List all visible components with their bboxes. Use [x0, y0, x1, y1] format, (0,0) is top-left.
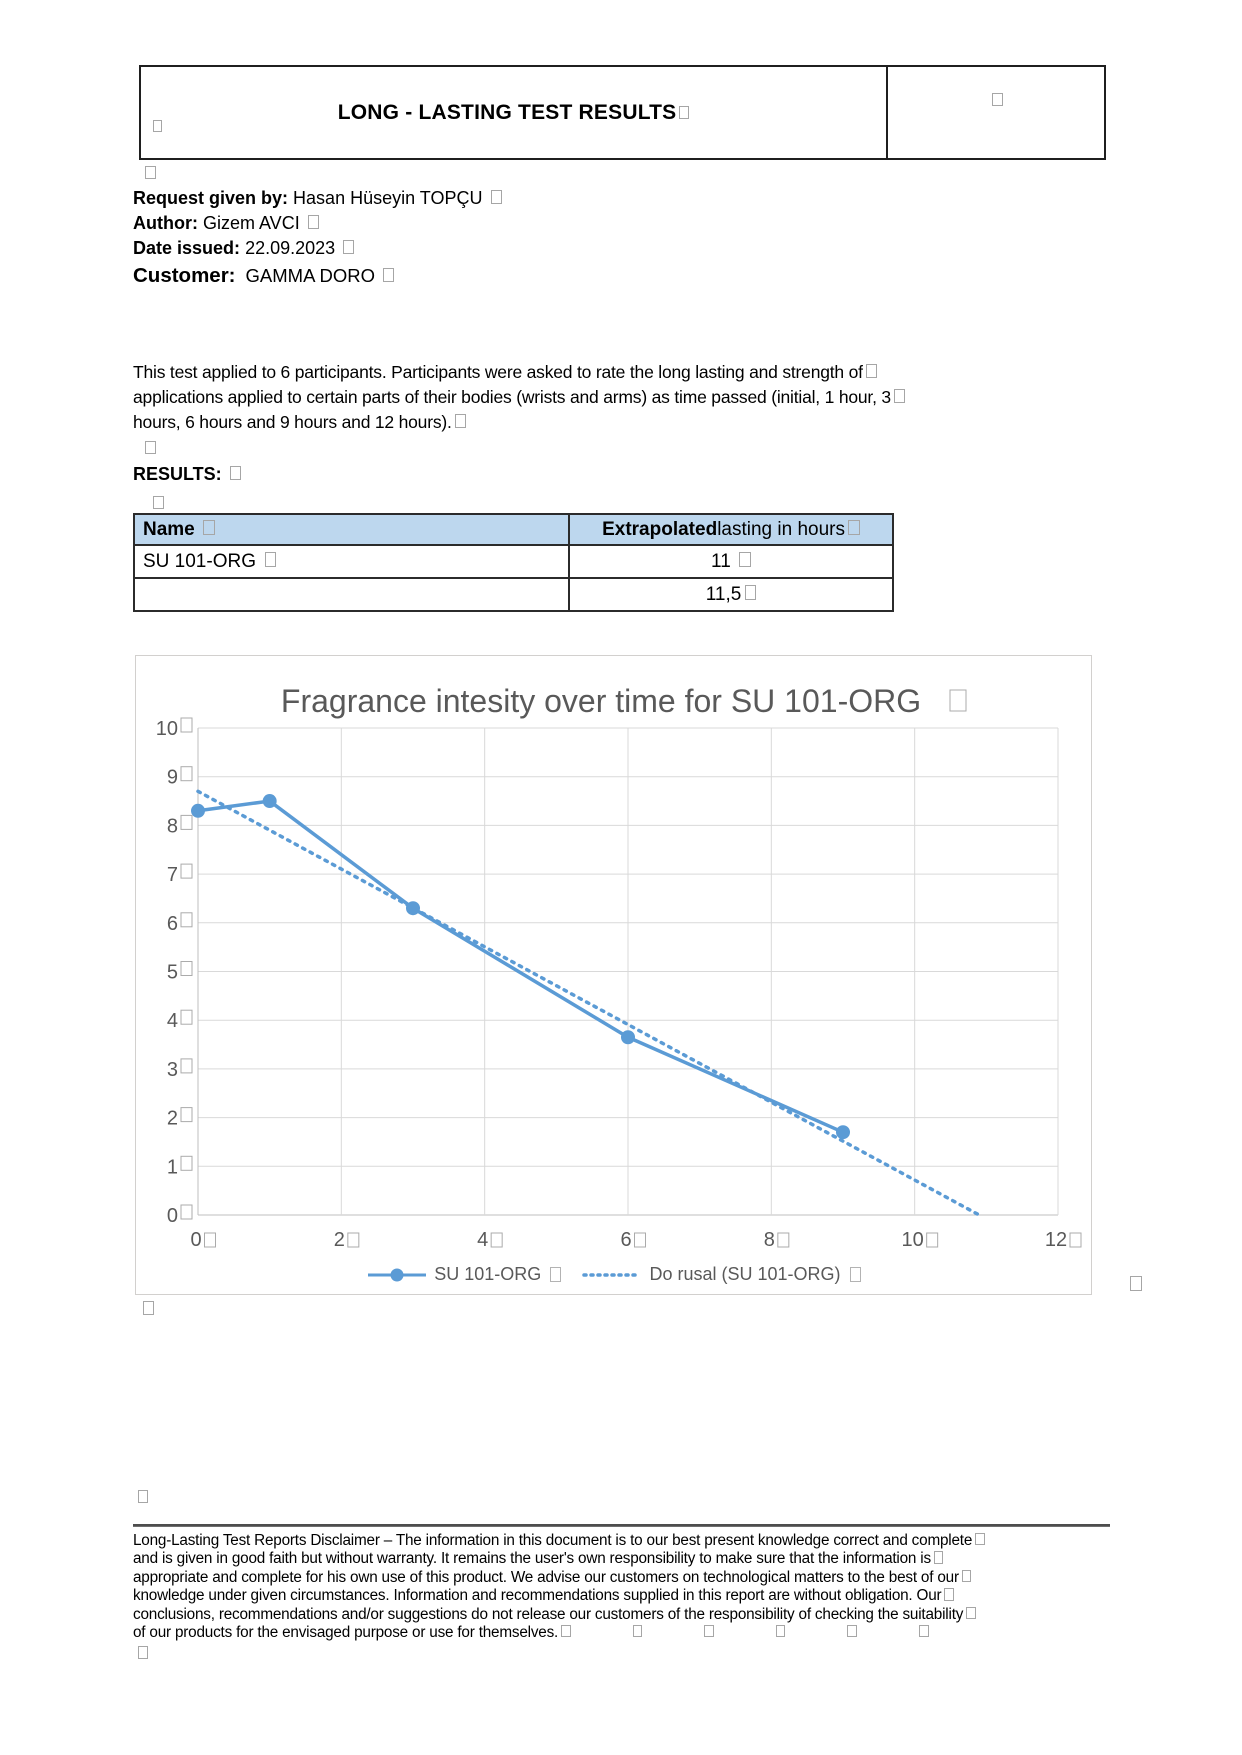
missing-glyph-box: [966, 1607, 976, 1619]
text-line-content: knowledge under given circumstances. Information and recommendations supplied in this report are without obligation. Our: [133, 1587, 942, 1605]
author-value: Gizem AVCI: [203, 213, 300, 233]
missing-glyph-box: [181, 864, 192, 878]
text-line-content: of our products for the envisaged purpose or use for themselves.: [133, 1624, 559, 1642]
customer-value: GAMMA DORO: [245, 265, 376, 286]
y-tick-label: 10: [155, 718, 178, 740]
x-tick-label: 0: [190, 1229, 202, 1251]
y-tick-label: 6: [166, 912, 178, 935]
missing-glyph-box: [704, 1625, 714, 1637]
results-table: [133, 513, 894, 612]
missing-glyph-box: [138, 1646, 148, 1659]
missing-glyph-box: [848, 520, 860, 535]
missing-glyph-box: [847, 1625, 857, 1637]
document-meta: [133, 186, 502, 291]
x-tick-label: 10: [901, 1229, 924, 1251]
date-value: 22.09.2023: [245, 238, 336, 258]
header-title-cell: [141, 67, 888, 158]
missing-glyph-box: [927, 1233, 938, 1247]
value-header-bold-text: Extrapolated: [602, 518, 718, 540]
text-line-content: conclusions, recommendations and/or suggestions do not release our customers of the responsibility of checking the suitability: [133, 1605, 964, 1623]
missing-glyph-box: [455, 414, 466, 428]
missing-glyph-box: [561, 1625, 571, 1637]
text-line: [133, 385, 905, 410]
text-line-content: This test applied to 6 participants. Participants were asked to rate the long lasting and strength of: [133, 362, 863, 382]
missing-glyph-box: [145, 166, 156, 180]
text-line: [133, 1606, 1110, 1624]
legend-series-label: SU 101-ORG: [434, 1264, 542, 1284]
text-line: [133, 1587, 1110, 1605]
results-heading: [133, 464, 241, 485]
text-line-content: applications applied to certain parts of their bodies (wrists and arms) as time passed (initial, 1 hour, 3: [133, 387, 891, 407]
missing-glyph-box: [950, 690, 966, 711]
paragraph-mark: [135, 1645, 148, 1663]
paragraph-mark: [1126, 1274, 1142, 1297]
missing-glyph-box: [491, 1233, 502, 1247]
sample-value: 11,5: [705, 583, 742, 605]
missing-glyph-box: [181, 1205, 192, 1219]
value-header-rest-text: lasting in hours: [717, 518, 845, 540]
date-label: Date issued:: [133, 238, 241, 258]
missing-glyph-box: [739, 552, 751, 567]
y-tick-label: 9: [166, 766, 178, 789]
missing-glyph-box: [894, 389, 905, 403]
meta-request-line: [133, 186, 502, 211]
missing-glyph-box: [181, 1156, 192, 1170]
paragraph-mark: [135, 1490, 148, 1508]
y-tick-label: 1: [166, 1156, 178, 1179]
missing-glyph-box: [205, 1233, 216, 1247]
trendline: [198, 791, 979, 1215]
missing-glyph-box: [143, 1301, 154, 1315]
table-row: [134, 578, 893, 611]
text-line: [133, 1624, 1110, 1642]
missing-glyph-box: [203, 520, 215, 535]
missing-glyph-box: [550, 1267, 561, 1281]
dotted-trendline-swatch-icon: [581, 1267, 643, 1283]
x-tick-label: 6: [620, 1229, 632, 1251]
missing-glyph-box: [919, 1625, 929, 1637]
paragraph-mark: [142, 439, 156, 459]
missing-glyph-box: [348, 1233, 359, 1247]
disclaimer-text: [133, 1532, 1110, 1642]
paragraph-mark: [140, 1299, 154, 1320]
header-logo-cell: [888, 67, 1104, 158]
missing-glyph-box: [145, 441, 156, 455]
missing-glyph-box: [635, 1233, 646, 1247]
data-point-marker: [621, 1030, 635, 1044]
text-line: [133, 360, 905, 385]
table-row: [134, 545, 893, 578]
missing-glyph-box: [776, 1625, 786, 1637]
y-tick-label: 4: [166, 1010, 178, 1033]
missing-glyph-box: [181, 718, 192, 732]
missing-glyph-box: [181, 913, 192, 927]
chart-legend: [136, 1264, 1091, 1285]
paragraph-mark: [150, 119, 162, 136]
footer-divider: [133, 1524, 1110, 1527]
missing-glyph-box: [992, 93, 1003, 107]
missing-glyph-box: [308, 215, 319, 229]
missing-glyph-box: [745, 585, 757, 600]
missing-glyph-box: [1070, 1233, 1081, 1247]
author-label: Author:: [133, 213, 198, 233]
missing-glyph-box: [343, 240, 354, 254]
sample-name-cell: [134, 545, 569, 578]
missing-glyph-box: [850, 1267, 861, 1281]
missing-glyph-box: [866, 364, 877, 378]
missing-glyph-box: [181, 767, 192, 781]
sample-name-cell: [134, 578, 569, 611]
header-table: [139, 65, 1106, 160]
data-point-marker: [263, 794, 277, 808]
missing-glyph-box: [153, 496, 164, 510]
customer-label: Customer:: [133, 264, 236, 287]
missing-glyph-box: [181, 1059, 192, 1073]
missing-glyph-box: [491, 190, 502, 204]
name-header-text: Name: [143, 518, 195, 540]
request-label: Request given by:: [133, 188, 289, 208]
y-tick-label: 7: [166, 864, 178, 887]
legend-trendline-label: Do rusal (SU 101-ORG): [649, 1264, 841, 1284]
y-tick-label: 0: [166, 1205, 178, 1227]
page-title: LONG - LASTING TEST RESULTS: [337, 100, 677, 124]
name-header-cell: [134, 514, 569, 545]
missing-glyph-box: [181, 1010, 192, 1024]
chart-title: Fragrance intesity over time for SU 101-ORG: [280, 683, 922, 719]
missing-glyph-box: [230, 466, 241, 480]
text-line: [133, 410, 905, 435]
x-tick-label: 4: [477, 1229, 489, 1251]
paragraph-mark: [150, 494, 164, 514]
results-heading-text: RESULTS:: [133, 464, 222, 484]
missing-glyph-box: [975, 1533, 985, 1545]
data-point-marker: [836, 1125, 850, 1139]
intro-paragraph: [133, 360, 905, 435]
missing-glyph-box: [778, 1233, 789, 1247]
missing-glyph-box: [962, 1570, 972, 1582]
chart-plot-area: [136, 656, 1091, 1251]
footer: [133, 1490, 1110, 1663]
meta-customer-line: [133, 261, 502, 291]
meta-author-line: [133, 211, 502, 236]
missing-glyph-box: [138, 1490, 148, 1503]
solid-series-swatch-icon: [366, 1267, 428, 1283]
text-line-content: hours, 6 hours and 9 hours and 12 hours).: [133, 412, 452, 432]
x-tick-label: 8: [763, 1229, 775, 1251]
paragraph-mark: [142, 164, 156, 184]
sample-value-cell: [569, 578, 893, 611]
results-table-header-row: [134, 514, 893, 545]
x-tick-label: 12: [1044, 1229, 1068, 1251]
missing-glyph-box: [633, 1625, 643, 1637]
missing-glyph-box: [181, 815, 192, 829]
missing-glyph-box: [265, 552, 277, 567]
meta-date-line: [133, 236, 502, 261]
paragraph-mark: [989, 91, 1003, 111]
fragrance-intensity-chart: [135, 655, 1092, 1295]
y-tick-label: 2: [166, 1107, 178, 1130]
text-line-content: and is given in good faith but without warranty. It remains the user's own responsibility to make sure that the information is: [133, 1550, 931, 1568]
text-line: [133, 1532, 1110, 1550]
y-tick-label: 3: [166, 1058, 178, 1081]
missing-glyph-box: [153, 120, 163, 132]
text-line: [133, 1550, 1110, 1568]
missing-glyph-box: [944, 1588, 954, 1600]
sample-name: SU 101-ORG: [143, 550, 256, 572]
y-tick-label: 8: [166, 815, 178, 838]
text-line-content: Long-Lasting Test Reports Disclaimer – The information in this document is to our best present knowledge correct and complete: [133, 1532, 973, 1549]
text-line: [133, 1569, 1110, 1587]
missing-glyph-box: [934, 1551, 944, 1563]
data-point-marker: [191, 804, 205, 818]
data-point-marker: [406, 901, 420, 915]
missing-glyph-box: [181, 1108, 192, 1122]
sample-value-cell: [569, 545, 893, 578]
sample-value: 11: [711, 550, 731, 572]
value-header-cell: [569, 514, 893, 545]
x-tick-label: 2: [333, 1229, 345, 1251]
missing-glyph-box: [383, 268, 394, 282]
text-line-content: appropriate and complete for his own use of this product. We advise our customers on technological matters to the best of our: [133, 1568, 959, 1586]
request-value: Hasan Hüseyin TOPÇU: [293, 188, 483, 208]
y-tick-label: 5: [166, 961, 178, 984]
missing-glyph-box: [1130, 1276, 1142, 1292]
missing-glyph-box: [679, 106, 689, 119]
missing-glyph-box: [181, 962, 192, 976]
